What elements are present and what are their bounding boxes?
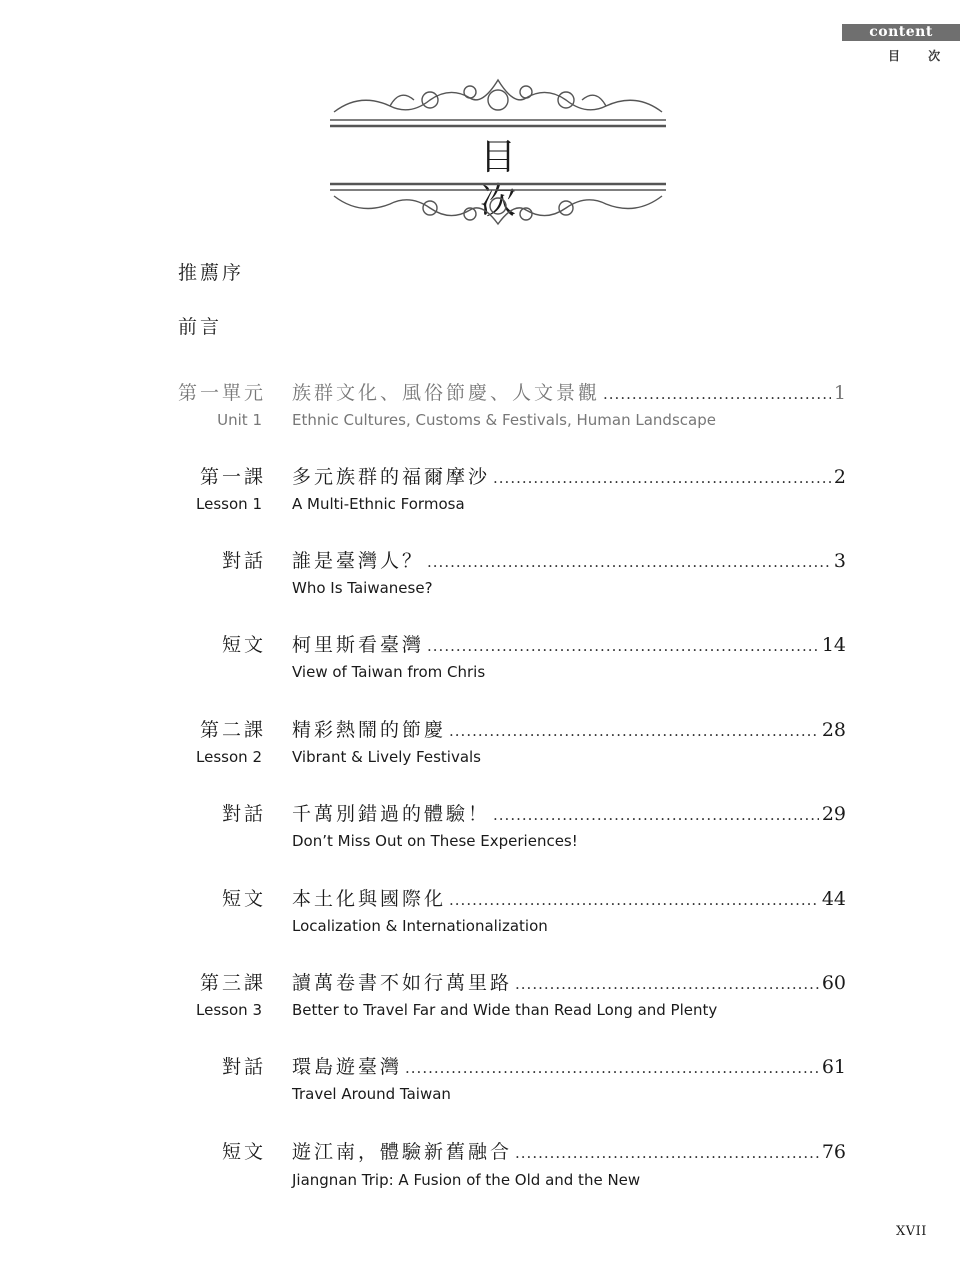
dot-leader — [449, 722, 819, 740]
entry-label: 對話 — [221, 550, 266, 572]
entry-label: 短文 — [221, 1141, 266, 1163]
entry-title-leader — [292, 1052, 846, 1079]
unit-en-title: Ethnic Cultures, Customs & Festivals, Human Landscape — [292, 411, 716, 429]
entry-page: 44 — [821, 888, 846, 910]
entry-label: 對話 — [221, 1056, 266, 1078]
entry-title: 誰是臺灣人？ — [292, 550, 425, 572]
entry-page: 76 — [821, 1141, 846, 1163]
dot-leader — [515, 1144, 819, 1162]
entry-title-leader — [292, 546, 846, 573]
entry-title-leader — [292, 968, 846, 995]
entry-title-leader — [292, 1137, 846, 1164]
entry-en-title: View of Taiwan from Chris — [292, 663, 486, 681]
entry-en-label: Lesson 3 — [196, 1001, 262, 1019]
entry-en-label: Lesson 1 — [196, 495, 262, 513]
entry-page: 29 — [821, 803, 846, 825]
entry-en-title: Who Is Taiwanese? — [292, 579, 433, 597]
unit-title-leader — [292, 378, 846, 405]
entry-title-leader — [292, 630, 846, 657]
entry-title-leader — [292, 715, 846, 742]
entry-en-title: Vibrant & Lively Festivals — [292, 748, 481, 766]
preface-recommendation[interactable]: 推薦序 — [178, 262, 245, 284]
dot-leader — [449, 891, 819, 909]
top-ornament — [330, 70, 666, 132]
entry-title: 柯里斯看臺灣 — [292, 634, 425, 656]
entry-title: 千萬別錯過的體驗！ — [292, 803, 491, 825]
dot-leader — [427, 637, 819, 655]
preface-foreword[interactable]: 前言 — [178, 316, 223, 338]
entry-label: 第三課 — [199, 972, 266, 994]
entry-title: 精彩熱鬧的節慶 — [292, 719, 447, 741]
section-tag-subtitle: 目 次 — [888, 49, 953, 63]
entry-page: 28 — [821, 719, 846, 741]
entry-page: 61 — [821, 1056, 846, 1078]
entry-label: 第二課 — [199, 719, 266, 741]
entry-en-title: Localization & Internationalization — [292, 917, 548, 935]
entry-title-leader — [292, 462, 846, 489]
entry-en-title: A Multi-Ethnic Formosa — [292, 495, 465, 513]
unit-page: 1 — [833, 382, 846, 404]
page-title: 目 次 — [479, 137, 586, 222]
entry-label: 短文 — [221, 888, 266, 910]
dot-leader — [405, 1059, 819, 1077]
entry-title: 本土化與國際化 — [292, 888, 447, 910]
entry-page: 14 — [821, 634, 846, 656]
entry-en-title: Better to Travel Far and Wide than Read Long and Plenty — [292, 1001, 718, 1019]
entry-page: 2 — [833, 466, 846, 488]
section-tag: content — [842, 24, 960, 41]
entry-en-title: Jiangnan Trip: A Fusion of the Old and the New — [292, 1171, 641, 1189]
entry-label: 對話 — [221, 803, 266, 825]
entry-en-title: Travel Around Taiwan — [292, 1085, 451, 1103]
entry-page: 3 — [833, 550, 846, 572]
unit-en-label: Unit 1 — [217, 411, 262, 429]
entry-title: 多元族群的福爾摩沙 — [292, 466, 491, 488]
entry-page: 60 — [821, 972, 846, 994]
dot-leader — [493, 469, 831, 487]
entry-title: 讀萬卷書不如行萬里路 — [292, 972, 513, 994]
dot-leader — [515, 975, 819, 993]
unit-title: 族群文化、風俗節慶、人文景觀 — [292, 382, 601, 404]
entry-label: 第一課 — [199, 466, 266, 488]
dot-leader — [603, 385, 831, 403]
page-number: XVII — [896, 1224, 927, 1239]
entry-label: 短文 — [221, 634, 266, 656]
unit-label: 第一單元 — [177, 382, 266, 404]
entry-title-leader — [292, 884, 846, 911]
dot-leader — [493, 806, 819, 824]
entry-en-title: Don’t Miss Out on These Experiences! — [292, 832, 578, 850]
dot-leader — [427, 553, 831, 571]
entry-title: 遊江南，體驗新舊融合 — [292, 1141, 513, 1163]
entry-title: 環島遊臺灣 — [292, 1056, 403, 1078]
entry-title-leader — [292, 799, 846, 826]
bottom-ornament — [330, 180, 666, 226]
entry-en-label: Lesson 2 — [196, 748, 262, 766]
